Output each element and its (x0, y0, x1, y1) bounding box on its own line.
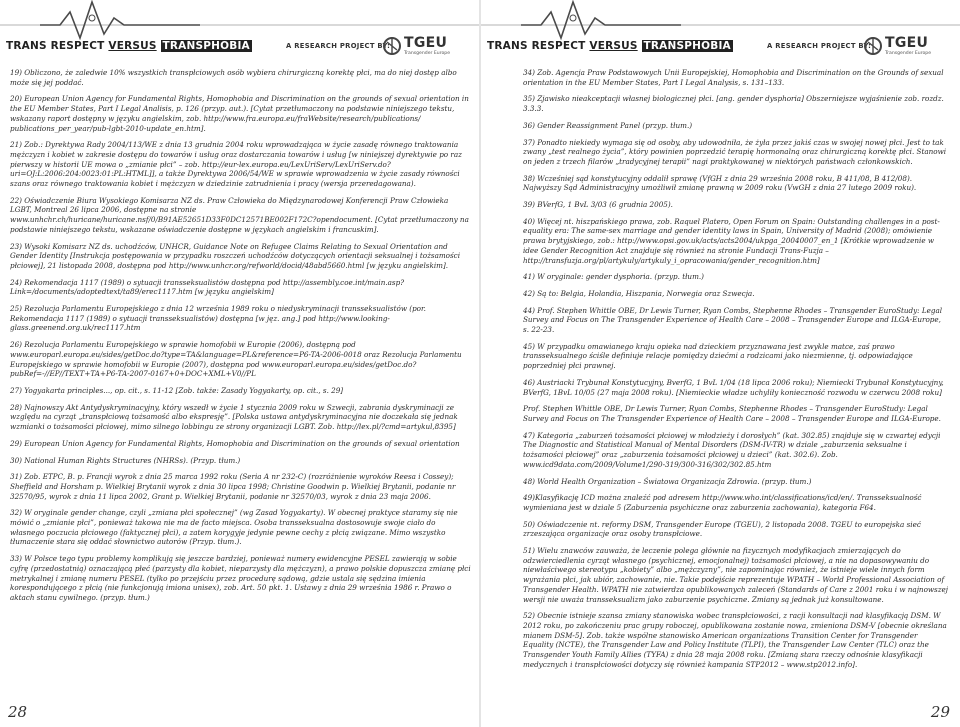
tgeu-logo (382, 35, 472, 57)
footnote: 35) Zjawisko nieakceptacji własnej biologicznej płci. [ang. gender dysphoria] Obszerniejsze wyjaśnienie zob. rozdz. 3.3.3. (523, 94, 944, 114)
footnote: 19) Obliczono, że zaledwie 10% wszystkich transpłciowych osób wybiera chirurgiczną korektę płci, ma do niej dostęp albo może się jej poddać. (10, 68, 457, 87)
brand-logo-text: TRANS RESPECT VERSUS TRANSPHOBIA (6, 40, 250, 52)
footnote: 29) European Union Agency for Fundamental Rights, Homophobia and Discrimination on the grounds of sexual orientation (10, 438, 460, 448)
tgeu-subtitle: Transgender Europe (885, 51, 932, 56)
header-wave-mark-icon (0, 0, 479, 40)
right-footnotes (523, 68, 949, 676)
footnote: 39) BVerfG, 1 BvL 3/03 (6 grudnia 2005). (523, 200, 673, 210)
footnote: 50) Oświadczenie nt. reformy DSM, Transgender Europe (TGEU), 2 listopada 2008. TGEU to europejska sieć zrzeszająca organizacje oraz osoby transpłciowe. (523, 519, 921, 539)
header-brand-row (481, 35, 960, 56)
footnote: 42) Są to: Belgia, Holandia, Hiszpania, Norwegia oraz Szwecja. (523, 288, 755, 298)
research-project-label: A RESEARCH PROJECT BY: (767, 42, 872, 50)
footnote: 28) Najnowszy Akt Antydyskryminacyjny, który wszedł w życie 1 stycznia 2009 roku w Szwecji, zabrania dyskryminacji ze względu na cyrząt „transpłciową tożsamość albo ekspresję”. [Polska ustawa antydyskryminacyjna nie doczekała się jednak wzmianki o tożsamości płciowej, mimo silnego lobbingu ze strony organizacji LGBT. Zob. http://lex.pl/?cmd=artykul,8395] (10, 402, 458, 432)
tgeu-logo (863, 35, 953, 57)
footnote: 46) Austriacki Trybunał Konstytucyjny, BverfG, 1 BvL 1/04 (18 lipca 2006 roku); Niemiecki Trybunał Konstytucyjny, BVerfG, 1BvL 10/05 (27 maja 2008 roku). [Niemieckie władze uchyliły konieczność rozwodu w czerwcu 2008 roku] (523, 377, 944, 397)
footnote: 32) W oryginale gender change, czyli „zmiana płci społecznej” (wg Zasad Yogyakarty). W obecnej praktyce staramy się nie mówić o „zmianie płci”, ponieważ takowa nie ma de facto miejsca. Osoba transseksualna dostosowuje swoje ciało do własnego poczucia płciowego (faktycznej płci), a zatem korygyje jedynie pewne cechy z płcią związane. Mimo wszystko tłumaczenie stara się oddać słownictwo autorów (Przyp. tłum.). (10, 508, 458, 547)
left-footnotes (10, 68, 471, 610)
footnote: 24) Rekomendacja 1117 (1989) o sytuacji transseksualistów dostępna pod http://assembly.coe.int/main.asp?Link=/documents/adoptedtext/ta89/erec1117.htm [w języku angielskim] (10, 277, 405, 297)
header-wave-mark-icon (481, 0, 960, 40)
left-page (0, 0, 479, 727)
footnote: 25) Rezolucja Parlamentu Europejskiego z dnia 12 września 1989 roku o niedyskryminacji transseksualistów (por. Rekomendacja 1117 (1989) o sytuacji transseksualistów) dostępna [w jęz. ang.] pod http://www.looking-glass.greenend.org.uk/rec1117.htm (10, 304, 426, 333)
footnote: 23) Wysoki Komisarz NZ ds. uchodźców, UNHCR, Guidance Note on Refugee Claims Relating to Sexual Orientation and Gender Identity [Instrukcja postępowania w przypadku roszczeń uchodźców dotyczących orientacji seksualnej i tożsamości płciowej], 21 listopada 2008, dostępna pod http://www.unhcr.org/refworld/docid/48abd5660.html [w języku angielskim]. (10, 241, 461, 270)
tgeu-name: TGEU (404, 35, 448, 51)
footnote: 40) Więcej nt. hiszpańskiego prawa, zob. Raquel Platero, Open Forum on Spain: Outstanding challenges in a post-equality era: The same-sex marriage and gender identity laws in Spain, University of Madrid (2008); omówienie prawa brytyjskiego, zob.: http://www.opsi.gov.uk/acts/acts2004/ukpga_20040007_en_1 [Krótkie wprowadzenie w idee Gender Recognition Act znajduje się również na stronie Fundacji Trans-Fuzja – http://transfuzja.org/pl/artykuly/artykuly_i_opracowania/gender_recognition.htm] (523, 216, 940, 265)
right-page (481, 0, 960, 727)
page-number: 28 (8, 703, 28, 721)
tgeu-symbol-icon (863, 35, 883, 57)
footnote: Prof. Stephen Whittle OBE, Dr Lewis Turner, Ryan Combs, Stephenne Rhodes – Transgender EuroStudy: Legal Survey and Focus on The Transgender Experience of Health Care – 2008 – Transgender Europe and ILGA-Europe. (523, 404, 941, 423)
footnote: 26) Rezolucja Parlamentu Europejskiego w sprawie homofobii w Europie (2006), dostępną pod www.europarl.europa.eu/sides/getDoc.do?type=TA&language=PL&reference=P6-TA-2006-0018 oraz Rezolucja Parlamentu Europejskiego w sprawie homofobii w Europie (2007), dostępna pod www.europarl.europa.eu/sides/getDoc.do?pubRef=-//EP//TEXT+TA+P6-TA-2007-0167+0+DOC+XML+V0//PL (10, 340, 462, 379)
tgeu-subtitle: Transgender Europe (404, 51, 451, 56)
footnote: 49)Klasyfikację ICD można znaleźć pod adresem http://www.who.int/classifications/icd/en/. Transseksualność wymieniana jest w dziale 5 (Zaburzenia psychiczne oraz zaburzenia zachowania), kategoria F64. (523, 493, 922, 512)
footnote: 31) Zob. ETPC, B. p. Francji wyrok z dnia 25 marca 1992 roku (Seria A nr 232-C) (rozróżnienie wyroków Reesa i Cossey); Sheffield and Horsham p. Wielkiej Brytanii wyrok z dnia 30 lipca 1998; Christine Goodwin p. Wielkiej Brytanii, podanie nr 32570/95, wyrok z dnia 11 lipca 2002, Grant p. Wielkiej Brytanii, podanie nr 32570/03, wyrok z dnia 23 maja 2006. (10, 472, 456, 501)
header-brand-row (0, 35, 479, 56)
footnote: 38) Wcześniej sąd konstytucyjny oddalił sprawę (VfGH z dnia 29 września 2008 roku, B 411/08, B 412/08). Najwyższy Sąd Administracyjny umożliwił zmianę prawną w 2009 roku (VwGH z dnia 27 lutego 2009 roku). (523, 173, 917, 193)
footnote: 45) W przypadku omawianego kraju opieka nad dzieckiem przyznawana jest zwykle matce, zaś prawo transseksualnego ściśle definiuje relacje pomiędzy dziećmi a rodzicami jako niezmienne, tj. odpowiadające poprzedniej płci prawnej. (523, 341, 913, 371)
footnote: 21) Zob.: Dyrektywa Rady 2004/113/WE z dnia 13 grudnia 2004 roku wprowadzająca w życie zasadę równego traktowania mężczyzn i kobiet w zakresie dostępu do towarów i usług oraz dostarczania towarów i usług [w niniejszej dyrektywie po raz pierwszy w historii UE mowa o „zmianie płci” – zob. http://eur-lex.europa.eu/LexUriServ/LexUriServ.do?uri=OJ:L:2006:204:0023:01:PL:HTML]], a także Dyrektywa 2006/54/WE w sprawie wprowadzenia w życie zasady równości szans oraz równego traktowania kobiet i mężczyzn w dziedzinie zatrudnienia i pracy (wersja przeredagowana). (10, 140, 462, 189)
footnote: 37) Ponadto niekiedy wymaga się od osoby, aby udowodniła, że żyła przez jakiś czas w swojej nowej płci. Jest to tak zwany „test realnego życia”, który powinien poprzedzić terapię hormonalną oraz chirurgiczną korektę płci. Stanowi on jeden z trzech filarów „tradycyjnej terapii” nagi praktykowanej w niektórych państwach członkowskich. (523, 137, 947, 166)
footnote: 47) Kategoria „zaburzeń tożsamości płciowej w młodzieży i dorosłych” (kat. 302.85) znajduje się w czwartej edycji The Diagnostic and Statistical Manual of Mental Disorders (DSM-IV-TR) w dziale „zaburzenia seksualne i tożsamości płciowej” oraz „zaburzenia tożsamości płciowej u dzieci” (kat. 302.6). Zob. www.icd9data.com/2009/Volume1/290-319/300-316/302/302.85.htm (523, 430, 941, 469)
footnote: 22) Oświadczenie Biura Wysokiego Komisarza NZ ds. Praw Człowieka do Międzynarodowej Konferencji Praw Człowieka LGBT, Montreal 26 lipca 2006, dostępne na stronie www.unhchr.ch/huricane/huricane.nsf/0/B91AE52651D33F0DC12571BE002F172C?opendocument. [Cytat przetłumaczony na podstawie niniejszego tekstu, wskazane oświadczenie dostępne w językach angielskim i francuskim]. (10, 195, 469, 234)
footnote: 20) European Union Agency for Fundamental Rights, Homophobia and Discrimination on the grounds of sexual orientation in the EU Member States, Part I Legal Analisis, p. 126 (przyp. aut.). [Cytat przetłumaczony na podstawie niniejszego tekstu, wskazany raport dostępny w języku angielskim, zob. http://www.fra.europa.eu/fraWebsite/research/publications/ publications_per_year/pub-lgbt-2010-update_en.htm]. (10, 94, 469, 133)
footnote: 48) World Health Organization – Światowa Organizacja Zdrowia. (przyp. tłum.) (523, 476, 812, 486)
footnote: 30) National Human Rights Structures (NHRSs). (Przyp. tłum.) (10, 455, 241, 465)
page-number: 29 (930, 703, 950, 721)
footnote: 44) Prof. Stephen Whittle OBE, Dr Lewis Turner, Ryan Combs, Stephenne Rhodes – Transgender EuroStudy: Legal Survey and Focus on The Transgender Experience of Health Care – 2008 – Transgender Europe and ILGA-Europe, s. 22-23. (523, 305, 943, 335)
research-project-label: A RESEARCH PROJECT BY: (286, 42, 391, 50)
footnote: 33) W Polsce tego typu problemy komplikują się jeszcze bardziej, ponieważ numery ewidencyjne PESEL zawierają w sobie cyfrę (przedostatnią) oznaczającą płeć (parzysty dla kobiet, nieparzysty dla mężczyzn), a prawo polskie dopuszcza zmianę płci metrykalnej i zmianę numeru PESEL (tylko po przejściu przez procedurę sądową, gdzie ustala się sędzina imienia korespondującego z płcią (nie funkcjonują imiona unisex), zob. Art. 50 pkt. 1. Ustawy z dnia 29 września 1986 r. Prawo o aktach stanu cywilnego. (przyp. tłum.) (10, 554, 471, 602)
page-header (0, 0, 479, 64)
footnote: 34) Zob. Agencja Praw Podstawowych Unii Europejskiej, Homophobia and Discrimination on the Grounds of sexual orientation in the EU Member States, Part I Legal Analysis, s. 131–133. (523, 68, 944, 87)
footnote: 51) Wielu znawców zauważa, że leczenie polega głównie na fizycznych modyfikacjach zmierzających do odzwierciedlenia cyrząt własnego (psychicznej, emocjonalnej) tożsamości płciowej, a nie na dopasowywaniu do niewłaściwego stereotypu „kobiety” albo „mężczyzny”, nie zapominając również, że istnieje wiele innych form wyrażania płci, jak ubiór, zachowanie, nie. Takie podejście reprezentuje WPATH – World Professional Association of Transgender Health. WPATH nie zatwierdza opublikowanych zaleceń (Standards of Care z 2001 roku i w najnowszej wersji nie uważa transseksualizm jako zaburzenie psychiczne. Zmiany są jednak już konsultowane. (523, 546, 949, 604)
footnote: 52) Obecnie istnieje szansa zmiany stanowiska wobec transpłciowości, z racji konsultacji nad klasyfikacją DSM. W 2012 roku, po zakończeniu prac grupy roboczej, opublikowana zostanie nowa, zmieniona DSM-V [obecnie określana mianem DSM-5]. Zob. także wspólne stanowisko American organizations Transition Center for Transgender Equality (NCTE), the Transgender Law and Policy Institute (TLPI), the Transgender Law Center (TLC) oraz the Transgender Youth Family Allies (TYFA) z dnia 28 maja 2008 roku. [Zmianą stara rzeczy odnośnie klasyfikacji medycznych i transpłciowości dotyczy się również kampania STP2012 – www.stp2012.info]. (523, 611, 947, 669)
brand-logo-text: TRANS RESPECT VERSUS TRANSPHOBIA (487, 40, 731, 52)
page-header (481, 0, 960, 64)
footnote: 36) Gender Reassignment Panel (przyp. tłum.) (523, 120, 693, 130)
tgeu-symbol-icon (382, 35, 402, 57)
tgeu-name: TGEU (885, 35, 929, 51)
footnote: 41) W oryginale: gender dysphoria. (przyp. tłum.) (523, 272, 704, 282)
footnote: 27) Yogyakarta principles..., op. cit., s. 11-12 [Zob. także: Zasady Yogyakarty, op. cit., s. 29] (10, 385, 344, 395)
